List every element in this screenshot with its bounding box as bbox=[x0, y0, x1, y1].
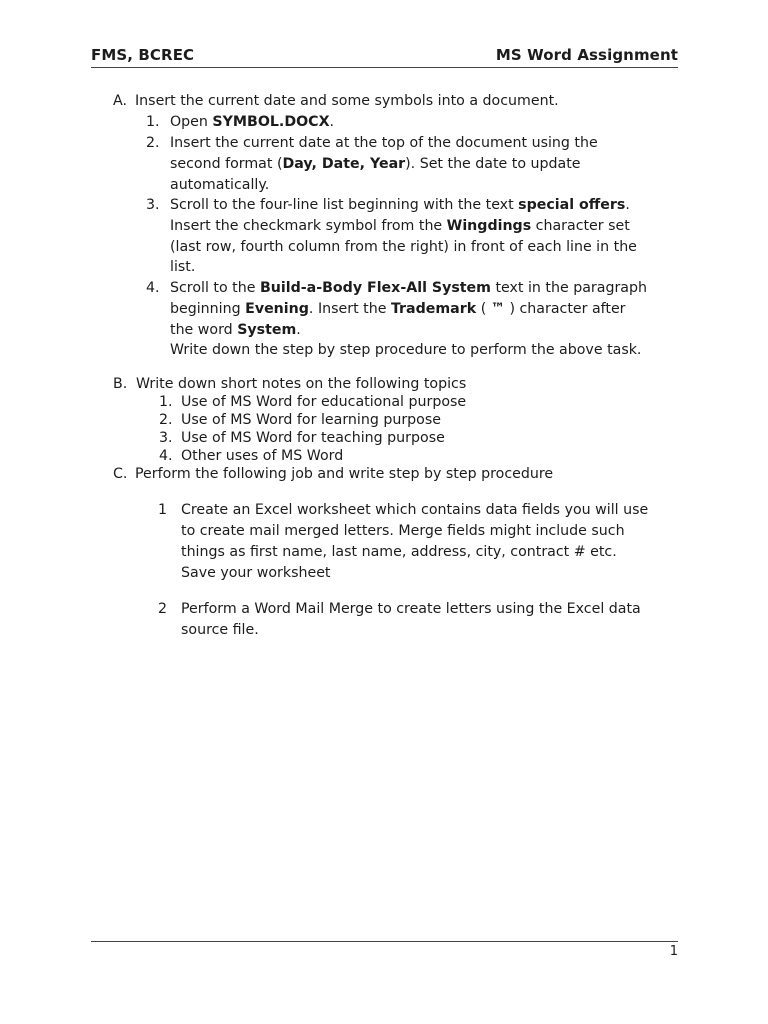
section-a-item-line bbox=[170, 280, 647, 297]
section-b-item-text: Use of MS Word for educational purpose bbox=[181, 394, 467, 410]
text-run: second format ( bbox=[170, 155, 283, 172]
section-a-item-line bbox=[170, 114, 334, 131]
text-run: Write down the step by step procedure to perform the above task. bbox=[170, 342, 642, 359]
header-right-text: MS Word Assignment bbox=[495, 46, 678, 64]
section-a-item-line bbox=[170, 239, 637, 256]
text-run: (last row, fourth column from the right) in front of each line in the bbox=[170, 238, 637, 255]
page-number: 1 bbox=[669, 944, 678, 959]
section-b-item-number: 4. bbox=[159, 448, 173, 465]
text-run: beginning bbox=[170, 300, 246, 317]
bold-text-run: ™ bbox=[490, 300, 505, 317]
section-b-item-text: Use of MS Word for learning purpose bbox=[181, 412, 441, 429]
text-run: automatically. bbox=[170, 176, 270, 193]
section-c-item-line: Create an Excel worksheet which contains data fields you will use bbox=[181, 502, 649, 518]
section-c-item-line: source file. bbox=[181, 621, 259, 638]
text-run: ) character after bbox=[504, 300, 626, 317]
footer-rule bbox=[91, 941, 678, 942]
section-a-item-number: 2. bbox=[146, 135, 160, 151]
section-c-item-line: to create mail merged letters. Merge fields might include such bbox=[181, 522, 625, 539]
section-c-title: Perform the following job and write step by step procedure bbox=[135, 466, 554, 482]
text-run: Insert the checkmark symbol from the bbox=[170, 217, 447, 234]
section-c-item-line: Save your worksheet bbox=[181, 564, 331, 581]
text-run: . bbox=[296, 321, 301, 338]
text-run: character set bbox=[531, 217, 630, 234]
section-b-item-text: Other uses of MS Word bbox=[181, 448, 344, 465]
section-a-item-line bbox=[170, 301, 626, 318]
section-a-title: Insert the current date and some symbols into a document. bbox=[135, 93, 559, 109]
text-run: ( bbox=[476, 300, 491, 317]
text-run: . bbox=[329, 114, 335, 130]
section-a-item-line bbox=[170, 135, 598, 152]
section-a-item-line bbox=[170, 197, 630, 214]
bold-text-run: Evening bbox=[245, 300, 309, 317]
page-header bbox=[91, 45, 678, 68]
bold-text-run: Build-a-Body Flex-All System bbox=[259, 280, 491, 296]
section-c-marker: C. bbox=[113, 466, 128, 482]
bold-text-run: Day, Date, Year bbox=[282, 155, 406, 172]
section-b-marker: B. bbox=[113, 376, 128, 392]
section-c-item-number: 2 bbox=[158, 601, 168, 617]
bold-text-run: Trademark bbox=[390, 300, 477, 317]
section-b-item-number: 2. bbox=[159, 412, 173, 429]
section-a-item-line bbox=[170, 177, 269, 194]
text-run: the word bbox=[170, 321, 238, 338]
text-run: . bbox=[625, 197, 630, 213]
section-b-item-text: Use of MS Word for teaching purpose bbox=[181, 430, 445, 447]
bold-text-run: SYMBOL.DOCX bbox=[212, 114, 330, 130]
section-c-item-number: 1 bbox=[158, 502, 168, 518]
section-a-item-number: 4. bbox=[146, 280, 160, 296]
section-a-item-line bbox=[170, 322, 301, 339]
section-a-item-number: 3. bbox=[146, 197, 160, 213]
section-c-item-line: Perform a Word Mail Merge to create letters using the Excel data bbox=[181, 601, 641, 617]
section-a-item-line bbox=[170, 156, 581, 173]
section-a-item-line bbox=[170, 259, 195, 276]
text-run: Open bbox=[170, 114, 213, 130]
section-a-item-line bbox=[170, 218, 630, 235]
section-a-item-number: 1. bbox=[146, 114, 160, 130]
section-b-item-number: 1. bbox=[159, 394, 173, 410]
text-run: Scroll to the bbox=[170, 280, 260, 296]
section-a-item-line bbox=[170, 342, 641, 359]
text-run: list. bbox=[170, 259, 196, 276]
text-run: ). Set the date to update bbox=[405, 155, 581, 172]
section-a-marker: A. bbox=[113, 93, 127, 109]
bold-text-run: Wingdings bbox=[446, 217, 532, 234]
text-run: text in the paragraph bbox=[490, 280, 647, 296]
section-b-title: Write down short notes on the following topics bbox=[136, 376, 467, 392]
text-run: Scroll to the four-line list beginning with the text bbox=[170, 197, 519, 213]
text-run: Insert the current date at the top of the document using the bbox=[170, 135, 598, 151]
bold-text-run: System bbox=[237, 321, 297, 338]
text-run: . Insert the bbox=[308, 300, 391, 317]
header-left-text: FMS, BCREC bbox=[91, 46, 195, 64]
section-c-item-line: things as first name, last name, address, city, contract # etc. bbox=[181, 543, 617, 560]
bold-text-run: special offers bbox=[518, 197, 626, 213]
section-b-item-number: 3. bbox=[159, 430, 173, 447]
